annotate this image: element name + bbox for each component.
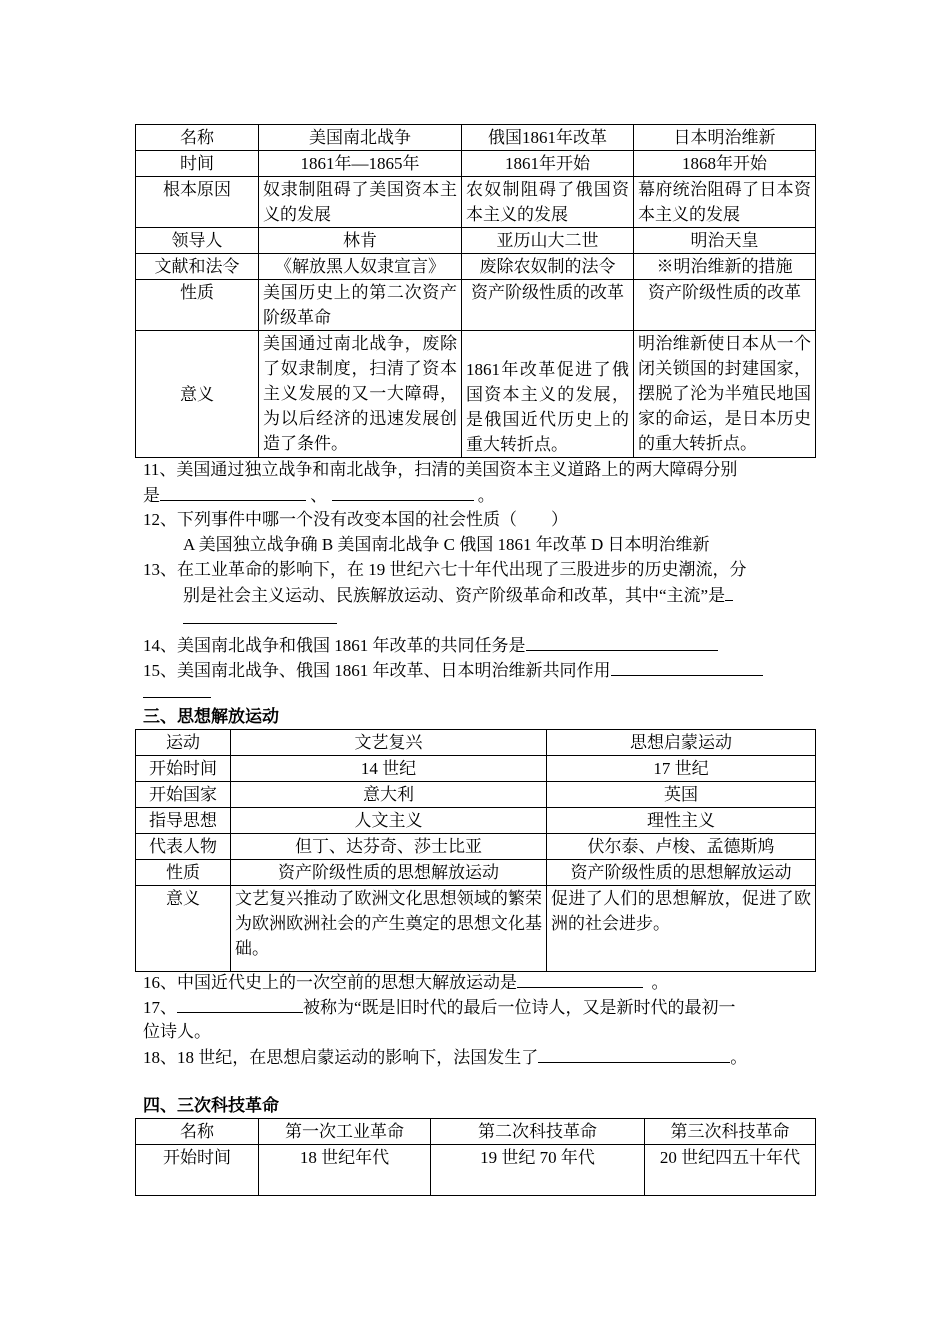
table-header-cell: 名称 [136,125,259,151]
table-row [136,280,816,331]
table-row [136,254,816,280]
table-cell: 文艺复兴推动了欧洲文化思想领域的繁荣为欧洲欧洲社会的产生奠定的思想文化基础。 [231,886,547,972]
answer-blank[interactable] [517,969,643,988]
table-cell: 人文主义 [231,808,547,834]
table-cell: 促进了人们的思想解放，促进了欧洲的社会进步。 [547,886,816,972]
table-row [136,177,816,228]
question-16-end: 。 [651,973,669,992]
table-cell: ※明治维新的措施 [634,254,816,280]
table-header-cell: 第二次科技革命 [431,1119,645,1145]
table-header-cell: 俄国1861年改革 [462,125,634,151]
table-cell: 14 世纪 [231,756,547,782]
table-cell: 《解放黑人奴隶宣言》 [259,254,462,280]
table-cell: 美国通过南北战争，废除了奴隶制度，扫清了资本主义发展的又一大障碍，为以后经济的迅速发展创造了条件。 [259,331,462,458]
table-row [136,331,816,458]
question-17-text: 被称为“既是旧时代的最后一位诗人，又是新时代的最初一 [303,998,736,1017]
table-header-cell: 运动 [136,730,231,756]
table-row [136,886,816,972]
question-14-text: 14、美国南北战争和俄国 1861 年改革的共同任务是 [143,636,526,655]
section-4-title: 四、三次科技革命 [143,1096,279,1116]
row-label-cell: 性质 [136,280,259,331]
row-label-cell: 开始时间 [136,756,231,782]
question-13-line3 [183,605,337,631]
table-cell: 农奴制阻碍了俄国资本主义的发展 [462,177,634,228]
row-label-cell: 开始国家 [136,782,231,808]
table-row [136,834,816,860]
question-13-line1: 13、在工业革命的影响下，在 19 世纪六七十年代出现了三股进步的历史潮流，分 [143,560,747,579]
table-header-cell: 美国南北战争 [259,125,462,151]
table-cell: 奴隶制阻碍了美国资本主义的发展 [259,177,462,228]
table-cell: 资产阶级性质的思想解放运动 [547,860,816,886]
table-cell: 伏尔泰、卢梭、孟德斯鸠 [547,834,816,860]
row-label-cell: 根本原因 [136,177,259,228]
row-label-cell: 时间 [136,151,259,177]
table-cell: 亚历山大二世 [462,228,634,254]
answer-blank[interactable] [526,632,718,651]
table-cell: 美国历史上的第二次资产阶级革命 [259,280,462,331]
question-18-end: 。 [730,1048,748,1067]
question-11-line2 [143,482,495,508]
table-cell: 1861年改革促进了俄国资本主义的发展，是俄国近代历史上的重大转折点。 [462,331,634,458]
question-15-line2 [143,679,211,705]
table-header-cell: 日本明治维新 [634,125,816,151]
thought-liberation-table [135,729,816,972]
table-row [136,756,816,782]
table-cell: 明治维新使日本从一个闭关锁国的封建国家，摆脱了沦为半殖民地国家的命运，是日本历史的重大转折点。 [634,331,816,458]
table-cell: 意大利 [231,782,547,808]
tech-revolution-table [135,1118,816,1196]
question-12-options: A 美国独立战争确 B 美国南北战争 C 俄国 1861 年改革 D 日本明治维新 [183,535,710,554]
table-row [136,228,816,254]
answer-blank[interactable] [183,605,337,624]
row-label-cell: 意义 [136,886,231,972]
question-13-text: 别是社会主义运动、民族解放运动、资产阶级革命和改革，其中“主流”是 [183,586,726,605]
answer-blank[interactable] [143,679,211,698]
question-14 [143,632,718,658]
table-cell: 幕府统治阻碍了日本资本主义的发展 [634,177,816,228]
table-row [136,782,816,808]
question-16-text: 16、中国近代史上的一次空前的思想大解放运动是 [143,973,517,992]
row-label-cell: 开始时间 [136,1145,259,1196]
table-header-cell: 第三次科技革命 [645,1119,816,1145]
answer-blank[interactable] [177,994,303,1013]
table-cell: 19 世纪 70 年代 [431,1145,645,1196]
section-3-title: 三、思想解放运动 [143,707,279,727]
row-label-cell: 领导人 [136,228,259,254]
table-cell: 1861年—1865年 [259,151,462,177]
table-cell: 明治天皇 [634,228,816,254]
question-17-line2: 位诗人。 [143,1022,211,1041]
question-11-end: 。 [477,486,495,505]
table-cell: 林肯 [259,228,462,254]
table-header-cell: 思想启蒙运动 [547,730,816,756]
answer-blank[interactable] [332,482,474,501]
question-12: 12、下列事件中哪一个没有改变本国的社会性质（ ） [143,510,568,529]
row-label-cell: 代表人物 [136,834,231,860]
question-15 [143,657,763,683]
answer-blank[interactable] [611,657,763,676]
table-cell: 理性主义 [547,808,816,834]
table-cell: 17 世纪 [547,756,816,782]
table-cell: 资产阶级性质的思想解放运动 [231,860,547,886]
answer-blank[interactable] [725,582,733,601]
table-row [136,808,816,834]
table-cell: 废除农奴制的法令 [462,254,634,280]
table-cell: 但丁、达芬奇、莎士比亚 [231,834,547,860]
reform-comparison-table [135,124,816,458]
question-11-prefix: 是 [143,486,160,505]
row-label-cell: 指导思想 [136,808,231,834]
question-17-prefix: 17、 [143,998,177,1017]
question-17-line1 [143,994,736,1020]
table-header-row [136,1119,816,1145]
table-cell: 18 世纪年代 [259,1145,431,1196]
answer-blank[interactable] [160,482,306,501]
question-18 [143,1044,747,1070]
table-header-cell: 名称 [136,1119,259,1145]
table-header-cell: 文艺复兴 [231,730,547,756]
table-header-row [136,730,816,756]
table-cell: 20 世纪四五十年代 [645,1145,816,1196]
question-11-line1: 11、美国通过独立战争和南北战争，扫清的美国资本主义道路上的两大障碍分别 [143,460,738,479]
table-cell: 1868年开始 [634,151,816,177]
answer-blank[interactable] [538,1044,730,1063]
table-row [136,860,816,886]
row-label-cell: 意义 [136,331,259,458]
question-15-text: 15、美国南北战争、俄国 1861 年改革、日本明治维新共同作用 [143,661,611,680]
question-11-separator: 、 [310,486,328,505]
question-16 [143,969,669,995]
table-cell: 英国 [547,782,816,808]
table-row [136,1145,816,1196]
table-cell: 资产阶级性质的改革 [634,280,816,331]
table-header-row [136,125,816,151]
table-header-cell: 第一次工业革命 [259,1119,431,1145]
table-cell: 1861年开始 [462,151,634,177]
question-18-text: 18、18 世纪，在思想启蒙运动的影响下，法国发生了 [143,1048,539,1067]
row-label-cell: 文献和法令 [136,254,259,280]
row-label-cell: 性质 [136,860,231,886]
table-cell: 资产阶级性质的改革 [462,280,634,331]
table-row [136,151,816,177]
